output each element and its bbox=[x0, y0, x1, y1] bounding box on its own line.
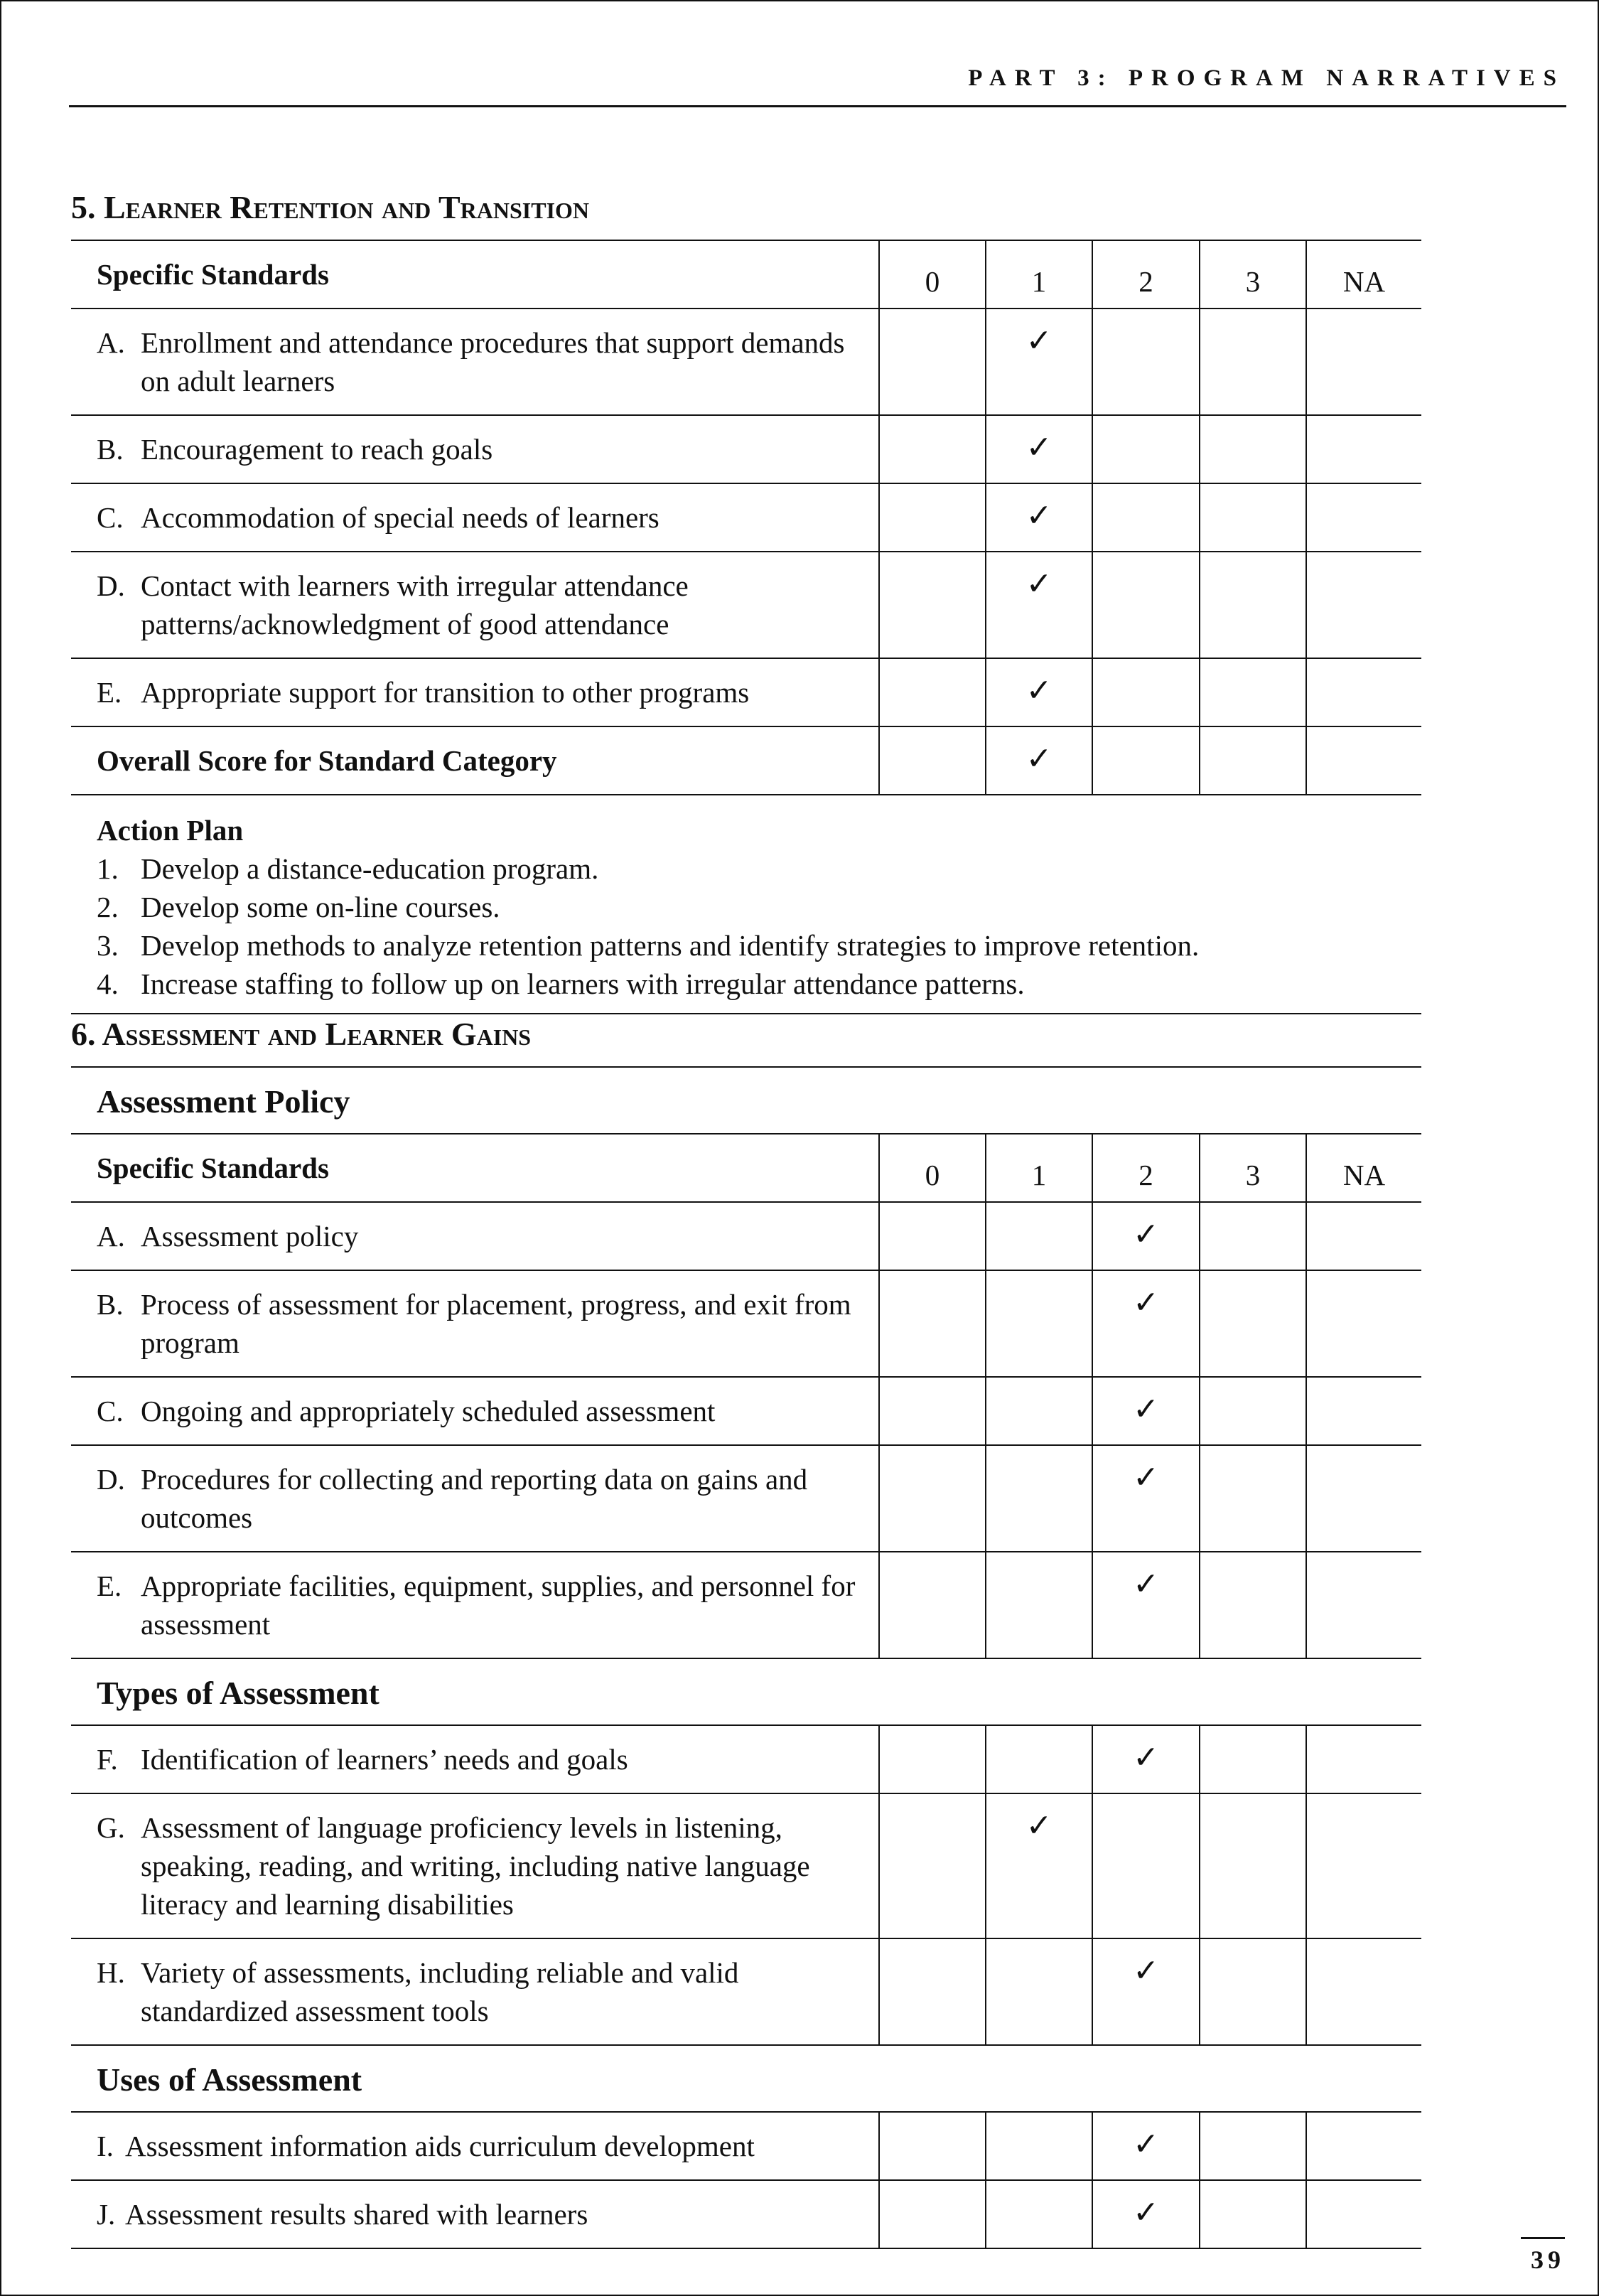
standard-letter: F. bbox=[97, 1743, 118, 1776]
score-cell bbox=[1092, 1938, 1200, 2045]
checkmark-icon: ✓ bbox=[1025, 1808, 1052, 1843]
standard-row bbox=[71, 2180, 1421, 2248]
standard-text: Appropriate facilities, equipment, supplies, and personnel for assessment bbox=[141, 1570, 856, 1641]
action-plan-number: 1. bbox=[97, 852, 119, 885]
standard-text: Procedures for collecting and reporting data on gains and outcomes bbox=[141, 1463, 808, 1534]
score-cell bbox=[879, 2112, 986, 2180]
score-cell bbox=[986, 1725, 1092, 1793]
score-cell bbox=[1092, 658, 1200, 726]
score-cell bbox=[1200, 1270, 1306, 1377]
standard-cell bbox=[71, 415, 879, 483]
checkmark-icon: ✓ bbox=[1133, 1460, 1159, 1495]
standard-row bbox=[71, 1377, 1421, 1445]
standard-letter: I. bbox=[97, 2130, 114, 2162]
standard-text: Enrollment and attendance procedures that support demands on adult learners bbox=[141, 326, 845, 397]
standard-text: Ongoing and appropriately scheduled assessment bbox=[141, 1395, 716, 1427]
score-cell bbox=[1200, 552, 1306, 658]
standard-label bbox=[97, 1392, 871, 1430]
score-cell bbox=[879, 552, 986, 658]
score-cell bbox=[1092, 1552, 1200, 1658]
checkmark-icon: ✓ bbox=[1133, 1285, 1159, 1320]
standard-label bbox=[97, 1567, 871, 1643]
score-cell bbox=[1092, 309, 1200, 415]
standard-text: Encouragement to reach goals bbox=[141, 433, 493, 466]
score-cell bbox=[1092, 483, 1200, 552]
standard-text: Contact with learners with irregular attendance patterns/acknowledgment of good attendance bbox=[141, 569, 689, 640]
score-cell bbox=[1200, 658, 1306, 726]
score-cell bbox=[1306, 1938, 1421, 2045]
score-cell bbox=[986, 658, 1092, 726]
standard-row bbox=[71, 483, 1421, 552]
score-cell bbox=[986, 1793, 1092, 1938]
score-cell bbox=[986, 726, 1092, 795]
standard-label bbox=[97, 2127, 871, 2165]
score-cell bbox=[879, 1552, 986, 1658]
standard-letter: G. bbox=[97, 1811, 125, 1844]
checkmark-icon: ✓ bbox=[1133, 1217, 1159, 1252]
column-header-score: 3 bbox=[1200, 1134, 1306, 1202]
checkmark-icon: ✓ bbox=[1133, 1392, 1159, 1427]
score-cell bbox=[1092, 1725, 1200, 1793]
score-cell bbox=[879, 1270, 986, 1377]
action-plan bbox=[71, 795, 1421, 1014]
standard-row bbox=[71, 2112, 1421, 2180]
score-cell bbox=[1200, 1552, 1306, 1658]
score-cell bbox=[1306, 309, 1421, 415]
score-cell bbox=[1092, 552, 1200, 658]
score-cell bbox=[1306, 1270, 1421, 1377]
score-cell bbox=[879, 1202, 986, 1270]
score-cell bbox=[1092, 1445, 1200, 1552]
score-cell bbox=[879, 2180, 986, 2248]
score-cell bbox=[1200, 2112, 1306, 2180]
standard-text: Accommodation of special needs of learners bbox=[141, 501, 659, 534]
action-plan-number: 2. bbox=[97, 891, 119, 923]
score-cell bbox=[1092, 1377, 1200, 1445]
score-cell bbox=[1092, 1793, 1200, 1938]
standard-cell bbox=[71, 1793, 879, 1938]
checkmark-icon: ✓ bbox=[1025, 741, 1052, 776]
standard-letter: J. bbox=[97, 2198, 116, 2231]
subsection-heading-row bbox=[71, 2045, 1421, 2112]
score-cell bbox=[1306, 1202, 1421, 1270]
standard-cell bbox=[71, 1938, 879, 2045]
standard-letter: A. bbox=[97, 326, 125, 359]
score-cell bbox=[879, 726, 986, 795]
standard-text: Assessment of language proficiency levels in listening, speaking, reading, and writing, including native language literacy and learning disabilities bbox=[141, 1811, 810, 1921]
score-cell bbox=[1306, 2112, 1421, 2180]
standard-label bbox=[97, 1808, 871, 1924]
score-cell bbox=[1092, 726, 1200, 795]
score-cell bbox=[879, 1938, 986, 2045]
column-header-standards: Specific Standards bbox=[71, 240, 879, 309]
score-cell bbox=[1306, 1445, 1421, 1552]
subsection-heading-row bbox=[71, 1658, 1421, 1725]
standard-text: Assessment policy bbox=[141, 1220, 359, 1252]
checkmark-icon: ✓ bbox=[1025, 567, 1052, 601]
action-plan-number: 4. bbox=[97, 967, 119, 1000]
standard-text: Process of assessment for placement, progress, and exit from program bbox=[141, 1288, 851, 1359]
score-cell bbox=[879, 309, 986, 415]
score-cell bbox=[1200, 1725, 1306, 1793]
score-cell bbox=[1306, 726, 1421, 795]
score-cell bbox=[986, 2180, 1092, 2248]
standard-row bbox=[71, 552, 1421, 658]
score-cell bbox=[1200, 415, 1306, 483]
standard-row bbox=[71, 1938, 1421, 2045]
score-cell bbox=[879, 415, 986, 483]
score-cell bbox=[986, 1377, 1092, 1445]
standard-label bbox=[97, 1740, 871, 1779]
checkmark-icon: ✓ bbox=[1025, 323, 1052, 358]
standard-label bbox=[97, 1285, 871, 1362]
action-plan-title: Action Plan bbox=[97, 814, 244, 847]
score-cell bbox=[1306, 1377, 1421, 1445]
subsection-heading-row bbox=[71, 1067, 1421, 1134]
section-6-table bbox=[71, 1066, 1421, 2249]
score-cell bbox=[1306, 1725, 1421, 1793]
standard-cell bbox=[71, 1270, 879, 1377]
checkmark-icon: ✓ bbox=[1025, 498, 1052, 533]
header-rule bbox=[69, 105, 1566, 107]
standard-letter: D. bbox=[97, 569, 125, 602]
column-header-score: 0 bbox=[879, 240, 986, 309]
action-plan-item bbox=[97, 965, 1421, 1003]
standard-cell bbox=[71, 1377, 879, 1445]
score-cell bbox=[1200, 1202, 1306, 1270]
standard-letter: B. bbox=[97, 1288, 124, 1321]
page-number: 39 bbox=[1531, 2246, 1565, 2274]
score-cell bbox=[879, 1445, 986, 1552]
score-cell bbox=[1306, 1552, 1421, 1658]
column-header-score: 1 bbox=[986, 240, 1092, 309]
column-header-score: 0 bbox=[879, 1134, 986, 1202]
score-cell bbox=[1200, 1938, 1306, 2045]
checkmark-icon: ✓ bbox=[1133, 1740, 1159, 1775]
section-5-title: 5. Learner Retention and Transition bbox=[71, 189, 590, 225]
score-cell bbox=[986, 552, 1092, 658]
checkmark-icon: ✓ bbox=[1025, 673, 1052, 708]
standard-label bbox=[97, 2195, 871, 2233]
score-cell bbox=[879, 1725, 986, 1793]
action-plan-item bbox=[97, 888, 1421, 926]
standard-row bbox=[71, 1270, 1421, 1377]
score-cell bbox=[1200, 1445, 1306, 1552]
checkmark-icon: ✓ bbox=[1133, 2195, 1159, 2230]
action-plan-text: Develop methods to analyze retention patterns and identify strategies to improve retention. bbox=[141, 929, 1200, 962]
standard-row bbox=[71, 1793, 1421, 1938]
score-cell bbox=[1306, 483, 1421, 552]
standard-row bbox=[71, 1445, 1421, 1552]
column-header-standards: Specific Standards bbox=[71, 1134, 879, 1202]
score-cell bbox=[1092, 1270, 1200, 1377]
standard-letter: A. bbox=[97, 1220, 125, 1252]
standard-letter: H. bbox=[97, 1956, 125, 1989]
standard-cell bbox=[71, 2112, 879, 2180]
score-cell bbox=[879, 483, 986, 552]
score-cell bbox=[986, 1270, 1092, 1377]
score-cell bbox=[1092, 2180, 1200, 2248]
action-plan-number: 3. bbox=[97, 929, 119, 962]
standard-row bbox=[71, 415, 1421, 483]
column-header-score: NA bbox=[1306, 240, 1421, 309]
score-cell bbox=[986, 1202, 1092, 1270]
action-plan-text: Develop some on-line courses. bbox=[141, 891, 500, 923]
standard-row bbox=[71, 1202, 1421, 1270]
standard-text: Appropriate support for transition to other programs bbox=[141, 676, 750, 709]
standard-label bbox=[97, 1953, 871, 2030]
standard-row bbox=[71, 658, 1421, 726]
standard-text: Assessment results shared with learners bbox=[125, 2198, 588, 2231]
standard-letter: C. bbox=[97, 1395, 124, 1427]
standard-letter: E. bbox=[97, 676, 122, 709]
column-header-score: 2 bbox=[1092, 1134, 1200, 1202]
action-plan-item bbox=[97, 926, 1421, 965]
column-header-score: NA bbox=[1306, 1134, 1421, 1202]
folio-rule bbox=[1521, 2237, 1565, 2239]
section-5-table bbox=[71, 240, 1421, 795]
standard-row bbox=[71, 1552, 1421, 1658]
checkmark-icon: ✓ bbox=[1025, 430, 1052, 465]
standard-cell bbox=[71, 309, 879, 415]
standard-cell bbox=[71, 658, 879, 726]
score-cell bbox=[1306, 658, 1421, 726]
overall-score-row bbox=[71, 726, 1421, 795]
score-cell bbox=[986, 1445, 1092, 1552]
score-cell bbox=[1200, 483, 1306, 552]
score-cell bbox=[1306, 2180, 1421, 2248]
table-header-row bbox=[71, 240, 1421, 309]
overall-score-label: Overall Score for Standard Category bbox=[71, 726, 879, 795]
section-6-title: 6. Assessment and Learner Gains bbox=[71, 1016, 532, 1052]
standard-label bbox=[97, 673, 871, 712]
running-head: PART 3: PROGRAM NARRATIVES bbox=[968, 65, 1565, 91]
checkmark-icon: ✓ bbox=[1133, 1567, 1159, 1602]
score-cell bbox=[1200, 309, 1306, 415]
standard-cell bbox=[71, 1725, 879, 1793]
standard-label bbox=[97, 323, 871, 400]
standard-label bbox=[97, 567, 871, 643]
score-cell bbox=[1200, 726, 1306, 795]
subsection-heading: Types of Assessment bbox=[71, 1658, 1421, 1725]
action-plan-item bbox=[97, 849, 1421, 888]
standard-cell bbox=[71, 483, 879, 552]
standard-letter: D. bbox=[97, 1463, 125, 1496]
checkmark-icon: ✓ bbox=[1133, 1953, 1159, 1988]
action-plan-text: Develop a distance-education program. bbox=[141, 852, 599, 885]
score-cell bbox=[986, 2112, 1092, 2180]
standard-cell bbox=[71, 1552, 879, 1658]
score-cell bbox=[986, 1938, 1092, 2045]
standard-row bbox=[71, 1725, 1421, 1793]
column-header-score: 1 bbox=[986, 1134, 1092, 1202]
score-cell bbox=[1092, 2112, 1200, 2180]
standard-row bbox=[71, 309, 1421, 415]
score-cell bbox=[1092, 1202, 1200, 1270]
action-plan-text: Increase staffing to follow up on learners with irregular attendance patterns. bbox=[141, 967, 1025, 1000]
score-cell bbox=[879, 658, 986, 726]
score-cell bbox=[1200, 1377, 1306, 1445]
standard-label bbox=[97, 1217, 871, 1255]
standard-text: Variety of assessments, including reliable and valid standardized assessment tools bbox=[141, 1956, 739, 2027]
score-cell bbox=[1306, 415, 1421, 483]
score-cell bbox=[879, 1793, 986, 1938]
column-header-score: 2 bbox=[1092, 240, 1200, 309]
standard-letter: E. bbox=[97, 1570, 122, 1602]
table-header-row bbox=[71, 1134, 1421, 1202]
standard-label bbox=[97, 1460, 871, 1537]
score-cell bbox=[1092, 415, 1200, 483]
subsection-heading: Assessment Policy bbox=[71, 1067, 1421, 1134]
action-plan-list bbox=[97, 849, 1421, 1003]
subsection-heading: Uses of Assessment bbox=[71, 2045, 1421, 2112]
score-cell bbox=[1200, 2180, 1306, 2248]
standard-text: Identification of learners’ needs and goals bbox=[141, 1743, 628, 1776]
score-cell bbox=[1306, 1793, 1421, 1938]
score-cell bbox=[1200, 1793, 1306, 1938]
standard-text: Assessment information aids curriculum development bbox=[125, 2130, 755, 2162]
standard-cell bbox=[71, 1445, 879, 1552]
score-cell bbox=[1306, 552, 1421, 658]
score-cell bbox=[879, 1377, 986, 1445]
standard-letter: B. bbox=[97, 433, 124, 466]
standard-cell bbox=[71, 2180, 879, 2248]
score-cell bbox=[986, 1552, 1092, 1658]
standard-label bbox=[97, 430, 871, 468]
score-cell bbox=[986, 483, 1092, 552]
score-cell bbox=[986, 415, 1092, 483]
standard-label bbox=[97, 498, 871, 537]
standard-letter: C. bbox=[97, 501, 124, 534]
standard-cell bbox=[71, 1202, 879, 1270]
score-cell bbox=[986, 309, 1092, 415]
standard-cell bbox=[71, 552, 879, 658]
column-header-score: 3 bbox=[1200, 240, 1306, 309]
checkmark-icon: ✓ bbox=[1133, 2127, 1159, 2162]
